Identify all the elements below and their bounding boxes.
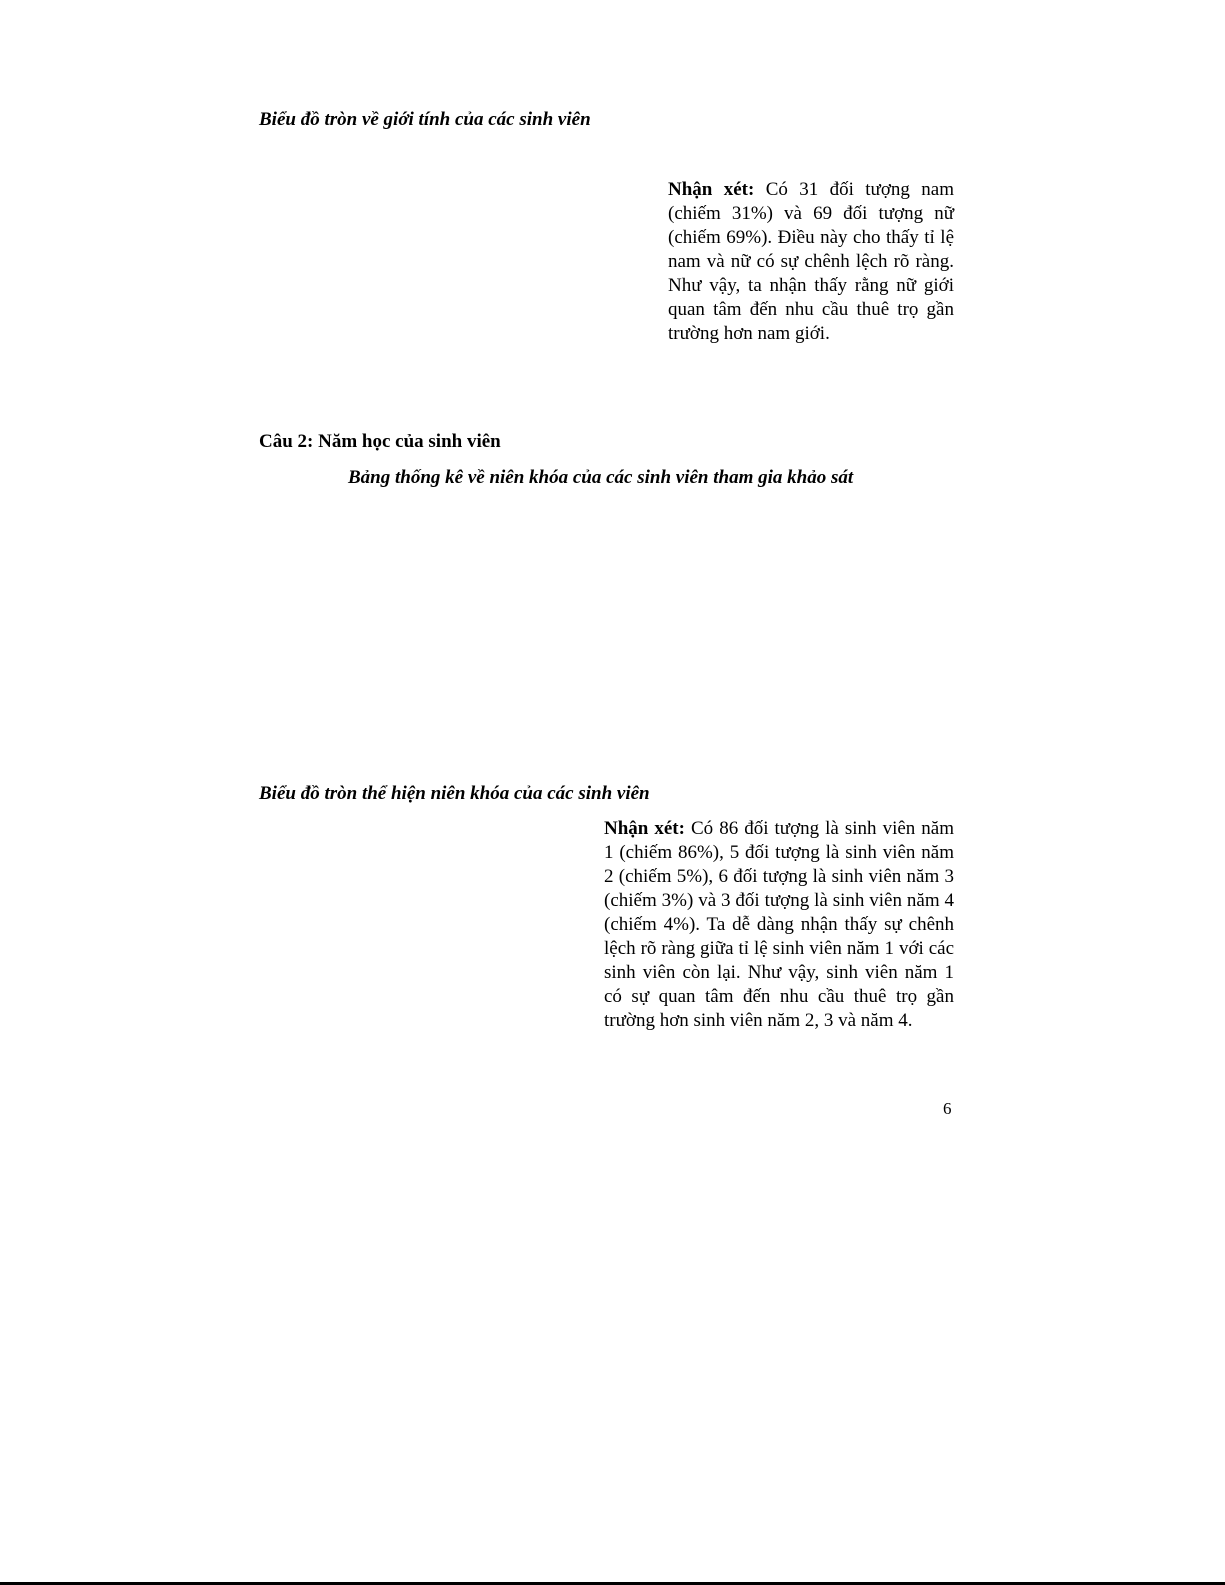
year-comment-text: Có 86 đối tượng là sinh viên năm 1 (chiếm 86%), 5 đối tượng là sinh viên năm 2 (chiếm 5%), 6 đối tượng là sinh viên năm 3 (chiếm 3%) và 3 đối tượng là sinh viên năm 4 (chiếm 4%). Ta dễ dàng nhận thấy sự chênh lệch rõ ràng giữa tỉ lệ sinh viên năm 1 với các sinh viên còn lại. Như vậy, sinh viên năm 1 có sự quan tâm đến nhu cầu thuê trọ gần trường hơn sinh viên năm 2, 3 và năm 4. bbox=[604, 818, 955, 1031]
gender-comment bbox=[668, 178, 954, 346]
year-comment bbox=[604, 817, 954, 1033]
year-table-caption: Bảng thống kê về niên khóa của các sinh viên tham gia khảo sát bbox=[348, 467, 854, 488]
gender-comment-label: Nhận xét: bbox=[668, 179, 755, 200]
page-number: 6 bbox=[943, 1099, 952, 1118]
question-2-heading: Câu 2: Năm học của sinh viên bbox=[259, 431, 501, 452]
year-comment-label: Nhận xét: bbox=[604, 818, 685, 839]
year-chart-caption: Biểu đồ tròn thể hiện niên khóa của các sinh viên bbox=[259, 783, 650, 804]
gender-comment-text: Có 31 đối tượng nam (chiếm 31%) và 69 đối tượng nữ (chiếm 69%). Điều này cho thấy tỉ lệ nam và nữ có sự chênh lệch rõ ràng. Như vậy, ta nhận thấy rằng nữ giới quan tâm đến nhu cầu thuê trọ gần trường hơn nam giới. bbox=[668, 179, 954, 344]
gender-chart-caption: Biểu đồ tròn về giới tính của các sinh viên bbox=[259, 109, 591, 130]
